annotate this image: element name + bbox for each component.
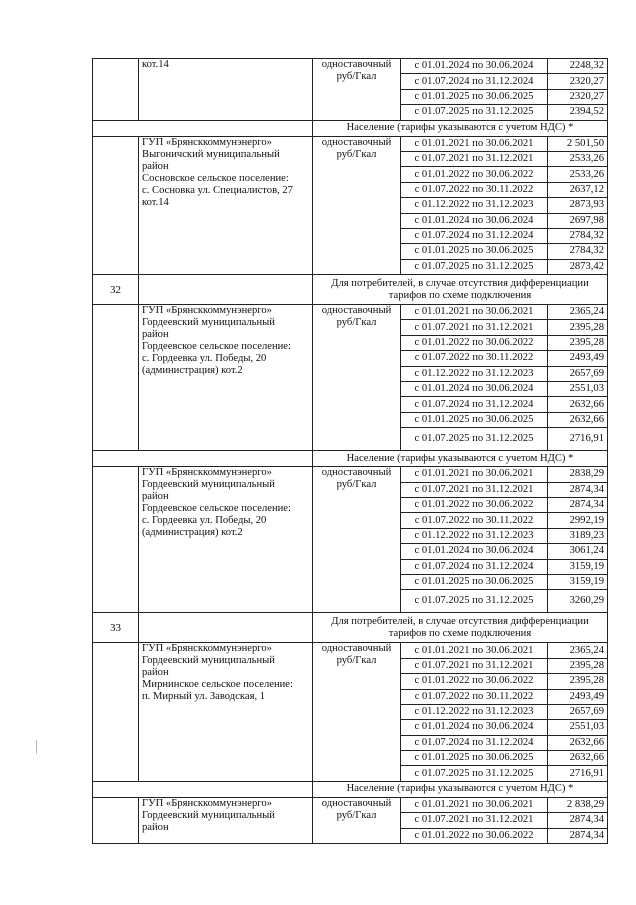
organization-line: кот.14 xyxy=(142,59,169,70)
tariff-value-cell: 2874,34 xyxy=(548,482,608,497)
population-note: Население (тарифы указываются с учетом НДС) * xyxy=(313,781,608,797)
blank-cell xyxy=(93,451,313,467)
blank-cell xyxy=(93,120,313,136)
tariff-unit-cell xyxy=(313,136,401,275)
organization-line: Гордеевское сельское поселение: xyxy=(142,341,291,353)
organization-line: Гордеевский муниципальный xyxy=(142,655,275,667)
tariff-value-cell: 2873,42 xyxy=(548,259,608,274)
period-cell: с 01.12.2022 по 31.12.2023 xyxy=(401,366,548,381)
period-cell: с 01.01.2022 по 30.06.2022 xyxy=(401,674,548,689)
period-cell: с 01.07.2022 по 30.11.2022 xyxy=(401,351,548,366)
tariff-value-cell: 3260,29 xyxy=(548,590,608,613)
period-cell: с 01.07.2022 по 30.11.2022 xyxy=(401,689,548,704)
period-cell: с 01.01.2025 по 30.06.2025 xyxy=(401,574,548,589)
tariff-type-label: одноставочный xyxy=(321,797,392,809)
tariff-value-cell: 2395,28 xyxy=(548,674,608,689)
period-cell: с 01.01.2022 по 30.06.2022 xyxy=(401,497,548,512)
blank-cell xyxy=(139,613,313,643)
organization-line: Сосновское сельское поселение: xyxy=(142,172,289,184)
organization-cell xyxy=(139,467,313,613)
tariff-value-cell: 2365,24 xyxy=(548,305,608,320)
period-cell: с 01.07.2024 по 31.12.2024 xyxy=(401,74,548,89)
blank-number-cell xyxy=(93,467,139,613)
tariff-value-cell: 2533,26 xyxy=(548,151,608,166)
tariff-value-cell: 2533,26 xyxy=(548,167,608,182)
period-cell: с 01.07.2025 по 31.12.2025 xyxy=(401,259,548,274)
table-row xyxy=(93,305,608,320)
blank-number-cell xyxy=(93,136,139,275)
organization-line: ГУП «Брянсккоммунэнерго» xyxy=(142,467,272,479)
period-cell: с 01.12.2022 по 31.12.2023 xyxy=(401,528,548,543)
tariff-value-cell: 2697,98 xyxy=(548,213,608,228)
organization-line: Мирнинское сельское поселение: xyxy=(142,679,293,691)
blank-cell xyxy=(139,275,313,305)
organization-line: с. Гордеевка ул. Победы, 20 xyxy=(142,515,267,527)
tariff-value-cell: 2248,32 xyxy=(548,59,608,74)
tariff-unit-label: руб/Гкал xyxy=(336,148,377,160)
consumer-note-line-1: Для потребителей, в случае отсутствия дифференциации xyxy=(331,615,589,627)
period-cell: с 01.07.2024 по 31.12.2024 xyxy=(401,228,548,243)
period-cell: с 01.07.2025 по 31.12.2025 xyxy=(401,105,548,120)
tariff-unit-label: руб/Гкал xyxy=(336,655,377,667)
organization-cell xyxy=(139,136,313,275)
tariff-unit-label: руб/Гкал xyxy=(336,317,377,329)
row-number: 33 xyxy=(93,613,139,643)
period-cell: с 01.01.2021 по 30.06.2021 xyxy=(401,643,548,658)
tariff-value-cell: 3061,24 xyxy=(548,544,608,559)
period-cell: с 01.07.2021 по 31.12.2021 xyxy=(401,151,548,166)
organization-line: Гордеевский муниципальный xyxy=(142,317,275,329)
tariff-type-label: одноставочный xyxy=(321,467,392,479)
consumer-note-line-2: тарифов по схеме подключения xyxy=(388,289,532,301)
table-row xyxy=(93,797,608,812)
period-cell: с 01.01.2024 по 30.06.2024 xyxy=(401,544,548,559)
organization-line: с. Гордеевка ул. Победы, 20 xyxy=(142,353,267,365)
organization-line: ГУП «Брянсккоммунэнерго» xyxy=(142,643,272,655)
organization-line: Выгоничский муниципальный xyxy=(142,148,280,160)
period-cell: с 01.01.2025 по 30.06.2025 xyxy=(401,244,548,259)
tariff-value-cell: 2657,69 xyxy=(548,704,608,719)
tariff-value-cell: 2838,29 xyxy=(548,467,608,482)
organization-line: (администрация) кот.2 xyxy=(142,365,243,377)
table-row xyxy=(93,136,608,151)
period-cell: с 01.01.2025 по 30.06.2025 xyxy=(401,751,548,766)
tariff-value-cell: 2992,19 xyxy=(548,513,608,528)
tariff-value-cell: 2632,66 xyxy=(548,412,608,427)
tariff-value-cell: 3189,23 xyxy=(548,528,608,543)
tariff-value-cell: 2394,52 xyxy=(548,105,608,120)
organization-cell xyxy=(139,797,313,843)
period-cell: с 01.01.2022 по 30.06.2022 xyxy=(401,828,548,843)
tariff-value-cell: 2320,27 xyxy=(548,74,608,89)
tariff-value-cell: 2784,32 xyxy=(548,228,608,243)
consumer-note xyxy=(313,613,608,643)
table-row xyxy=(93,467,608,482)
blank-cell xyxy=(93,781,313,797)
tariff-unit-label: руб/Гкал xyxy=(336,71,377,82)
period-cell: с 01.01.2024 по 30.06.2024 xyxy=(401,59,548,74)
period-cell: с 01.01.2021 по 30.06.2021 xyxy=(401,467,548,482)
tariff-value-cell: 2395,28 xyxy=(548,658,608,673)
population-header-row xyxy=(93,451,608,467)
population-note: Население (тарифы указываются с учетом НДС) * xyxy=(313,120,608,136)
tariff-type-label: одноставочный xyxy=(321,136,392,148)
period-cell: с 01.01.2021 по 30.06.2021 xyxy=(401,797,548,812)
organization-line: кот.14 xyxy=(142,196,169,208)
tariff-value-cell: 2716,91 xyxy=(548,428,608,451)
population-note: Население (тарифы указываются с учетом НДС) * xyxy=(313,451,608,467)
period-cell: с 01.07.2021 по 31.12.2021 xyxy=(401,320,548,335)
period-cell: с 01.07.2022 по 30.11.2022 xyxy=(401,513,548,528)
organization-cell xyxy=(139,643,313,782)
blank-number-cell xyxy=(93,305,139,451)
organization-line: район xyxy=(142,667,169,679)
section-header-row xyxy=(93,613,608,643)
period-cell: с 01.01.2022 по 30.06.2022 xyxy=(401,335,548,350)
period-cell: с 01.01.2024 по 30.06.2024 xyxy=(401,213,548,228)
organization-line: ГУП «Брянсккоммунэнерго» xyxy=(142,305,272,317)
consumer-note-line-2: тарифов по схеме подключения xyxy=(388,627,532,639)
organization-line: Гордеевский муниципальный xyxy=(142,809,275,821)
organization-line: район xyxy=(142,160,169,172)
organization-cell xyxy=(139,59,313,121)
table-row xyxy=(93,643,608,658)
tariff-value-cell: 2551,03 xyxy=(548,382,608,397)
tariff-value-cell: 2632,66 xyxy=(548,735,608,750)
tariff-value-cell: 2551,03 xyxy=(548,720,608,735)
tariff-value-cell: 3159,19 xyxy=(548,574,608,589)
period-cell: с 01.07.2025 по 31.12.2025 xyxy=(401,590,548,613)
tariff-value-cell: 2493,49 xyxy=(548,351,608,366)
period-cell: с 01.07.2022 по 30.11.2022 xyxy=(401,182,548,197)
tariff-unit-cell xyxy=(313,643,401,782)
period-cell: с 01.01.2021 по 30.06.2021 xyxy=(401,305,548,320)
table-row xyxy=(93,59,608,74)
organization-line: район xyxy=(142,491,169,503)
period-cell: с 01.07.2024 по 31.12.2024 xyxy=(401,397,548,412)
tariff-value-cell: 2874,34 xyxy=(548,828,608,843)
period-cell: с 01.01.2022 по 30.06.2022 xyxy=(401,167,548,182)
section-header-row xyxy=(93,275,608,305)
organization-line: (администрация) кот.2 xyxy=(142,527,243,539)
tariff-value-cell: 2873,93 xyxy=(548,198,608,213)
period-cell: с 01.07.2021 по 31.12.2021 xyxy=(401,482,548,497)
organization-cell xyxy=(139,305,313,451)
tariff-unit-cell xyxy=(313,467,401,613)
tariff-value-cell: 2 501,50 xyxy=(548,136,608,151)
period-cell: с 01.01.2025 по 30.06.2025 xyxy=(401,412,548,427)
tariff-type-label: одноставочный xyxy=(321,305,392,317)
organization-line: ГУП «Брянсккоммунэнерго» xyxy=(142,136,272,148)
period-cell: с 01.12.2022 по 31.12.2023 xyxy=(401,704,548,719)
period-cell: с 01.01.2024 по 30.06.2024 xyxy=(401,720,548,735)
tariff-value-cell: 2716,91 xyxy=(548,766,608,781)
tariff-unit-label: руб/Гкал xyxy=(336,479,377,491)
tariff-value-cell: 2874,34 xyxy=(548,813,608,828)
tariff-type-label: одноставочный xyxy=(321,59,392,70)
tariff-unit-cell xyxy=(313,797,401,843)
tariff-value-cell: 2 838,29 xyxy=(548,797,608,812)
organization-line: с. Сосновка ул. Специалистов, 27 xyxy=(142,184,293,196)
blank-number-cell xyxy=(93,797,139,843)
tariff-value-cell: 2395,28 xyxy=(548,320,608,335)
row-number: 32 xyxy=(93,275,139,305)
tariff-unit-label: руб/Гкал xyxy=(336,809,377,821)
tariff-value-cell: 2657,69 xyxy=(548,366,608,381)
blank-number-cell xyxy=(93,59,139,121)
tariff-unit-cell xyxy=(313,59,401,121)
tariff-unit-cell xyxy=(313,305,401,451)
tariff-value-cell: 2320,27 xyxy=(548,89,608,104)
tariff-value-cell: 2395,28 xyxy=(548,335,608,350)
period-cell: с 01.07.2021 по 31.12.2021 xyxy=(401,813,548,828)
organization-line: район xyxy=(142,329,169,341)
period-cell: с 01.07.2025 по 31.12.2025 xyxy=(401,428,548,451)
organization-line: ГУП «Брянсккоммунэнерго» xyxy=(142,797,272,809)
tariff-value-cell: 2874,34 xyxy=(548,497,608,512)
organization-line: п. Мирный ул. Заводская, 1 xyxy=(142,691,266,703)
population-header-row xyxy=(93,120,608,136)
tariff-value-cell: 3159,19 xyxy=(548,559,608,574)
consumer-note xyxy=(313,275,608,305)
tariff-value-cell: 2632,66 xyxy=(548,397,608,412)
organization-line: Гордеевский муниципальный xyxy=(142,479,275,491)
period-cell: с 01.01.2025 по 30.06.2025 xyxy=(401,89,548,104)
blank-number-cell xyxy=(93,643,139,782)
period-cell: с 01.07.2024 по 31.12.2024 xyxy=(401,559,548,574)
consumer-note-line-1: Для потребителей, в случае отсутствия дифференциации xyxy=(331,277,589,289)
period-cell: с 01.07.2021 по 31.12.2021 xyxy=(401,658,548,673)
period-cell: с 01.07.2024 по 31.12.2024 xyxy=(401,735,548,750)
tariff-table xyxy=(92,58,608,844)
tariff-value-cell: 2784,32 xyxy=(548,244,608,259)
tariff-type-label: одноставочный xyxy=(321,643,392,655)
tariff-value-cell: 2632,66 xyxy=(548,751,608,766)
tariff-value-cell: 2637,12 xyxy=(548,182,608,197)
period-cell: с 01.12.2022 по 31.12.2023 xyxy=(401,198,548,213)
period-cell: с 01.01.2024 по 30.06.2024 xyxy=(401,382,548,397)
organization-line: район xyxy=(142,821,169,833)
period-cell: с 01.07.2025 по 31.12.2025 xyxy=(401,766,548,781)
period-cell: с 01.01.2021 по 30.06.2021 xyxy=(401,136,548,151)
population-header-row xyxy=(93,781,608,797)
organization-line: Гордеевское сельское поселение: xyxy=(142,503,291,515)
scan-margin-mark xyxy=(36,740,37,754)
tariff-table-body xyxy=(93,59,608,844)
tariff-value-cell: 2365,24 xyxy=(548,643,608,658)
tariff-value-cell: 2493,49 xyxy=(548,689,608,704)
